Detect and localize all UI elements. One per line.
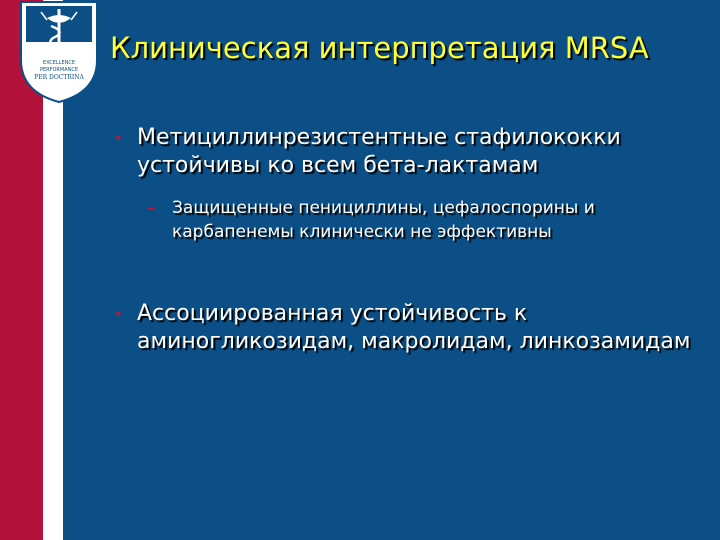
logo-line-1: EXCELLENCE (43, 60, 75, 66)
logo-line-3: PER DOCTRINA (34, 74, 84, 81)
bullet-text: Метициллинрезистентные стафилококки устойчивы ко всем бета-лактамам (137, 125, 621, 178)
sub-bullet-dash-icon: – (147, 198, 156, 218)
logo-line-2: PERFORMANCE (39, 67, 79, 73)
bullet-text: Ассоциированная устойчивость к аминогликозидам, макролидам, линкозамидам (137, 301, 691, 354)
sub-bullet-item (112, 196, 697, 244)
shield-logo-icon (17, 0, 101, 104)
sub-bullet-text: Защищенные пенициллины, цефалоспорины и карбапенемы клинически не эффективны (172, 198, 595, 242)
bullet-item (112, 300, 697, 356)
slide-body (112, 124, 697, 356)
bullet-dot-icon: • (114, 129, 123, 147)
bullet-dot-icon: • (114, 305, 123, 323)
slide-title: Клиническая интерпретация MRSA (110, 31, 649, 65)
bullet-item (112, 124, 697, 180)
